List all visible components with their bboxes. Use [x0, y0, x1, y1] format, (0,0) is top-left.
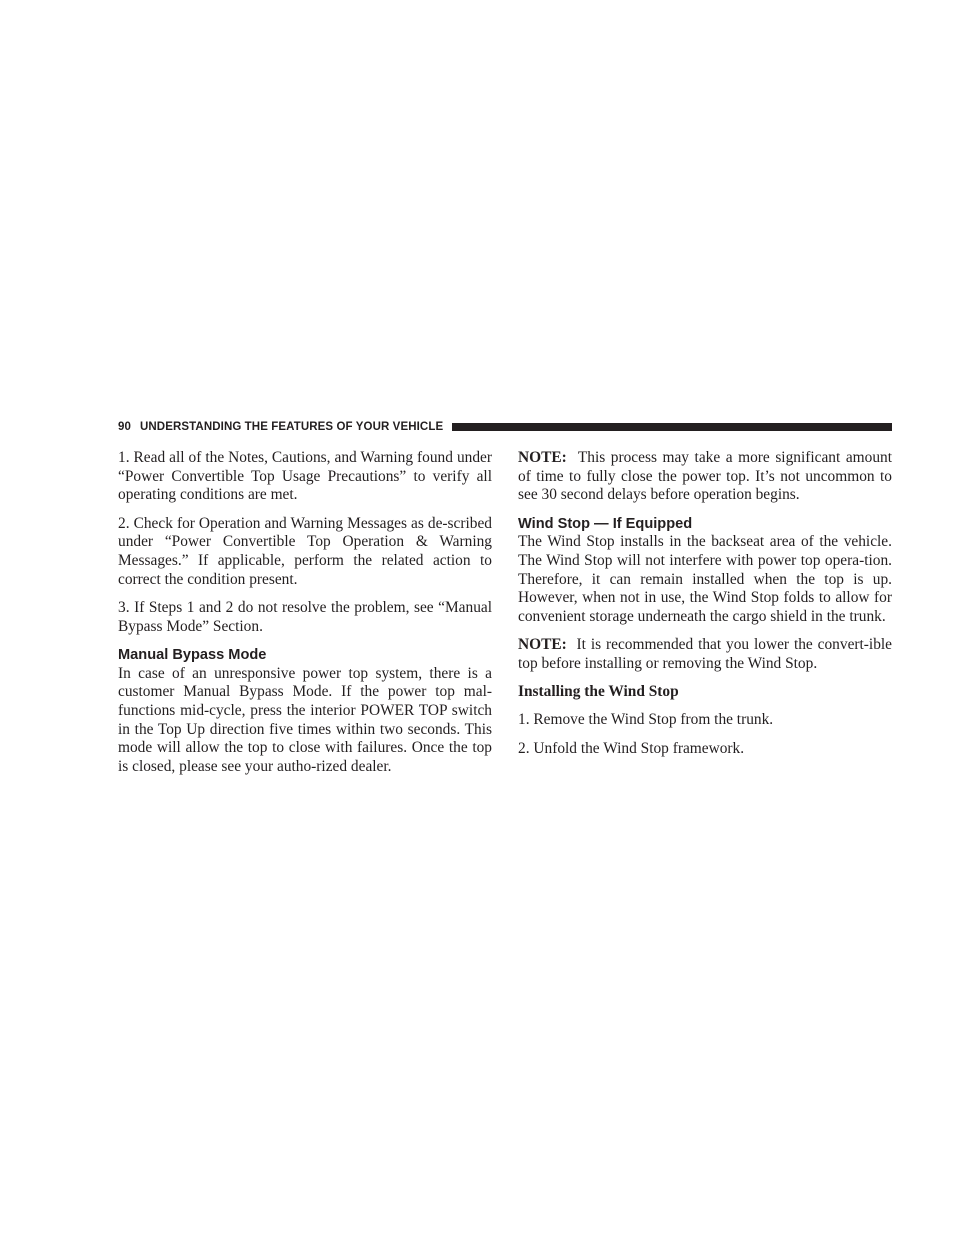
page-header — [118, 419, 892, 435]
step-3-paragraph: 3. If Steps 1 and 2 do not resolve the problem, see “Manual Bypass Mode” Section. — [118, 598, 492, 635]
wind-stop-heading: Wind Stop — If Equipped — [518, 515, 693, 532]
right-column — [518, 449, 892, 768]
install-step-1: 1. Remove the Wind Stop from the trunk. — [518, 711, 774, 729]
step-2-paragraph: 2. Check for Operation and Warning Messages as de-scribed under “Power Convertible Top Operation & Warning Messages.” If applicable, perform the related action to correct the condition present. — [118, 514, 492, 588]
note-2-text: It is recommended that you lower the convert-ible top before installing or removing the Wind Stop. — [518, 636, 892, 673]
page-number: 90 — [118, 421, 131, 433]
manual-bypass-paragraph: In case of an unresponsive power top system, there is a customer Manual Bypass Mode. If the power top mal-functions mid-cycle, press the interior POWER TOP switch in the Top Up direction five times within two seconds. This mode will allow the top to close with failures. Once the top is closed, please see your autho-rized dealer. — [118, 664, 492, 776]
note-1-paragraph — [518, 449, 892, 505]
note-2-label: NOTE: — [518, 636, 567, 654]
left-column — [118, 449, 492, 786]
section-title: UNDERSTANDING THE FEATURES OF YOUR VEHICLE — [140, 421, 444, 433]
wind-stop-paragraph: The Wind Stop installs in the backseat area of the vehicle. The Wind Stop will not interfere with power top opera-tion. Therefore, it can remain installed when the top is up. However, when not in use, the Wind Stop folds to allow for convenient storage underneath the cargo shield in the trunk. — [518, 533, 892, 626]
install-step-2: 2. Unfold the Wind Stop framework. — [518, 739, 745, 757]
header-rule — [452, 423, 892, 431]
step-1-paragraph: 1. Read all of the Notes, Cautions, and Warning found under “Power Convertible Top Usage Precautions” to verify all operating conditions are met. — [118, 449, 492, 504]
manual-bypass-heading: Manual Bypass Mode — [118, 646, 267, 663]
note-1-label: NOTE: — [518, 449, 567, 466]
note-1-text: This process may take a more significant amount of time to fully close the power top. It’s not uncommon to see 30 second delays before operation begins. — [518, 449, 893, 504]
installing-wind-stop-heading: Installing the Wind Stop — [518, 683, 679, 701]
note-2-paragraph — [518, 636, 892, 673]
